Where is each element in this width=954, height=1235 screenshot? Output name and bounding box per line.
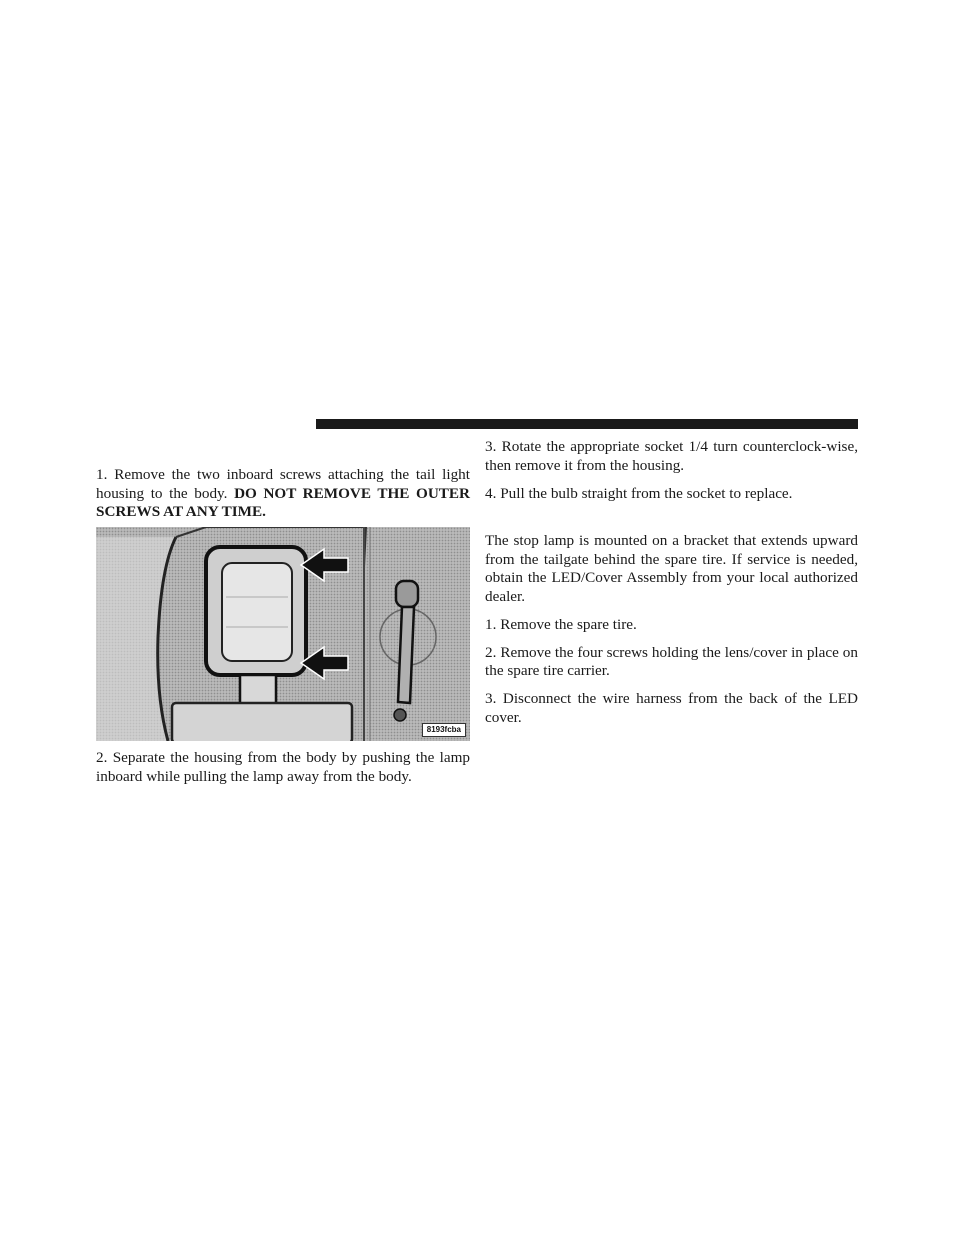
tail-lamp-drawing [96,527,470,741]
left-column [96,466,470,522]
step-3: 3. Rotate the appropriate socket 1/4 turn counterclock-wise, then remove it from the housing. [485,438,858,474]
stop-lamp-paragraph: The stop lamp is mounted on a bracket that extends upward from the tailgate behind the spare tire. If service is needed, obtain the LED/Cover Assembly from your local authorized dealer. [485,532,858,605]
figure-code-label: 8193fcba [422,723,466,737]
step-4: 4. Pull the bulb straight from the socket to replace. [485,484,793,502]
step-2: 2. Separate the housing from the body by pushing the lamp inboard while pulling the lamp away from the body. [96,749,470,785]
right-column [485,438,858,727]
step-1-text: 1. Remove the two inboard screws attaching the tail light housing to the body. [96,466,470,502]
stop-lamp-step-2: 2. Remove the four screws holding the lens/cover in place on the spare tire carrier. [485,643,858,679]
stop-lamp-step-3: 3. Disconnect the wire harness from the back of the LED cover. [485,690,858,726]
step-1-warning: DO NOT REMOVE THE OUTER SCREWS AT ANY TIME. [96,484,471,520]
section-header-rule [316,419,858,429]
tail-lamp-illustration [96,527,470,741]
stop-lamp-step-1: 1. Remove the spare tire. [485,615,637,633]
step-1 [96,466,470,522]
